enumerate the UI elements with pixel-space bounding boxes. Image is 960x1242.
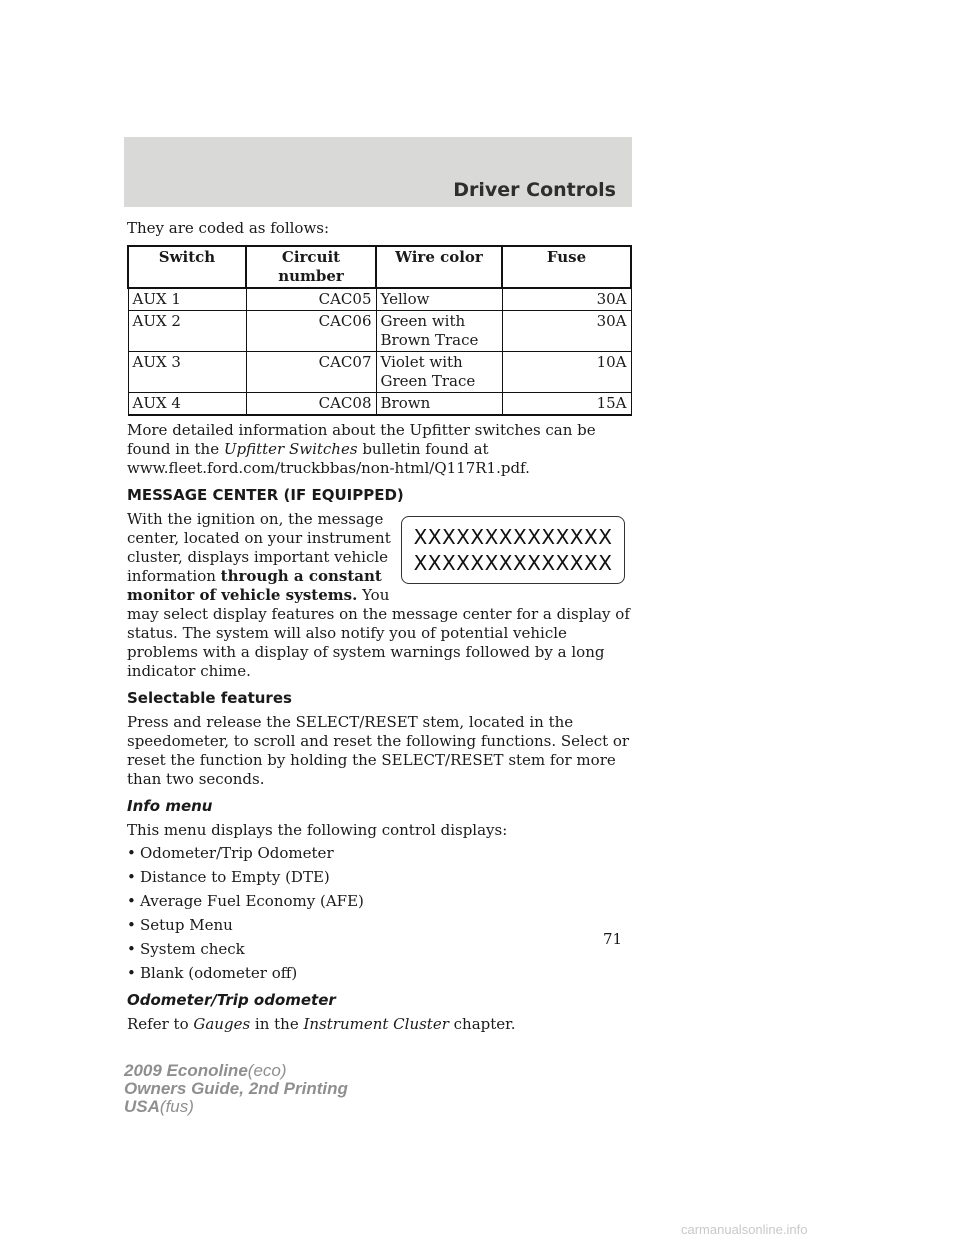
upfitter-switch-table [127, 245, 632, 416]
footer-edition: Owners Guide, 2nd Printing [124, 1079, 348, 1098]
wire-color-line: Yellow [380, 290, 430, 308]
fuse-cell: 15A [502, 393, 631, 416]
message-center-display-illustration [401, 516, 625, 584]
bullet-icon: • [127, 868, 136, 886]
footer-market: USA [124, 1097, 160, 1116]
info-menu-list [127, 844, 632, 983]
list-item-label: Odometer/Trip Odometer [140, 844, 334, 862]
bulletin-name: Upfitter Switches [223, 440, 358, 458]
list-item [127, 892, 632, 911]
message-center-bold-text: through a constant monitor of vehicle systems. [127, 567, 382, 604]
bullet-icon: • [127, 892, 136, 910]
list-item [127, 964, 632, 983]
footer-line [124, 1098, 348, 1116]
more-info-text: More detailed information about the Upfitter switches can be found in the [127, 421, 596, 458]
info-menu-heading: Info menu [127, 797, 213, 815]
switch-cell: AUX 2 [128, 311, 246, 352]
circuit-cell: CAC05 [246, 288, 376, 311]
selectable-features-paragraph: Press and release the SELECT/RESET stem, located in the speedometer, to scroll and reset the following functions. Select or reset the function by holding the SELECT/RESET stem for more than two seconds. [127, 713, 630, 788]
column-header-switch: Switch [128, 246, 246, 288]
wire-color-line: Brown [380, 394, 431, 412]
more-info-paragraph [127, 421, 632, 478]
page-content [127, 219, 632, 1034]
more-info-url-text: bulletin found at www.fleet.ford.com/truckbbas/non-html/Q117R1.pdf. [127, 440, 530, 477]
column-header-fuse: Fuse [502, 246, 631, 288]
list-item [127, 868, 632, 887]
switch-cell: AUX 3 [128, 352, 246, 393]
odometer-text: chapter. [448, 1015, 516, 1033]
footer-line [124, 1080, 348, 1098]
fuse-cell: 10A [502, 352, 631, 393]
wire-color-line: Brown Trace [380, 331, 479, 349]
page-number: 71 [603, 930, 623, 948]
message-center-text-continued: You may select display features on the message center for a display of status. The system will also notify you of potential vehicle problems with a display of system warnings followed by a long indicator chime. [127, 586, 630, 680]
wire-color-cell [376, 288, 502, 311]
circuit-cell: CAC07 [246, 352, 376, 393]
odometer-text: in the [250, 1015, 304, 1033]
circuit-cell: CAC08 [246, 393, 376, 416]
column-header-circuit: Circuit number [246, 246, 376, 288]
list-item-label: System check [140, 940, 245, 958]
table-row [128, 288, 631, 311]
display-line: XXXXXXXXXXXXXX [413, 551, 613, 575]
bullet-icon: • [127, 964, 136, 982]
document-footer [124, 1062, 348, 1116]
chapter-header-band [124, 137, 632, 207]
wire-color-line: Green Trace [380, 372, 476, 390]
table-header-row [128, 246, 631, 288]
bullet-icon: • [127, 916, 136, 934]
wire-color-line: Green with [380, 312, 466, 330]
site-watermark: carmanualsonline.info [681, 1222, 808, 1237]
info-menu-paragraph: This menu displays the following control displays: [127, 821, 508, 839]
footer-line [124, 1062, 348, 1080]
column-header-wire-color: Wire color [376, 246, 502, 288]
wire-color-cell [376, 311, 502, 352]
selectable-features-heading: Selectable features [127, 689, 292, 707]
display-line: XXXXXXXXXXXXXX [413, 525, 613, 549]
list-item [127, 940, 632, 959]
list-item-label: Setup Menu [140, 916, 233, 934]
circuit-cell: CAC06 [246, 311, 376, 352]
chapter-title: Driver Controls [453, 179, 616, 201]
table-row [128, 352, 631, 393]
footer-market-code: (fus) [159, 1097, 194, 1116]
footer-model-code: (eco) [247, 1061, 287, 1080]
message-center-heading: MESSAGE CENTER (IF EQUIPPED) [127, 486, 404, 504]
fuse-cell: 30A [502, 311, 631, 352]
switch-cell: AUX 4 [128, 393, 246, 416]
wire-color-cell [376, 393, 502, 416]
fuse-cell: 30A [502, 288, 631, 311]
message-center-text: With the ignition on, the message center, located on your instrument cluster, displays important vehicle information [127, 510, 391, 585]
wire-color-cell [376, 352, 502, 393]
table-intro: They are coded as follows: [127, 219, 330, 237]
list-item-label: Blank (odometer off) [140, 964, 298, 982]
odometer-text: Refer to [127, 1015, 194, 1033]
list-item [127, 844, 632, 863]
list-item-label: Distance to Empty (DTE) [140, 868, 330, 886]
table-row [128, 393, 631, 416]
section-reference: Gauges [193, 1015, 251, 1033]
bullet-icon: • [127, 940, 136, 958]
footer-model: 2009 Econoline [124, 1061, 248, 1080]
chapter-reference: Instrument Cluster [303, 1015, 449, 1033]
switch-cell: AUX 1 [128, 288, 246, 311]
odometer-paragraph [127, 1015, 632, 1034]
odometer-heading: Odometer/Trip odometer [127, 991, 336, 1009]
list-item-label: Average Fuel Economy (AFE) [140, 892, 364, 910]
list-item [127, 916, 632, 935]
bullet-icon: • [127, 844, 136, 862]
table-row [128, 311, 631, 352]
wire-color-line: Violet with [380, 353, 463, 371]
